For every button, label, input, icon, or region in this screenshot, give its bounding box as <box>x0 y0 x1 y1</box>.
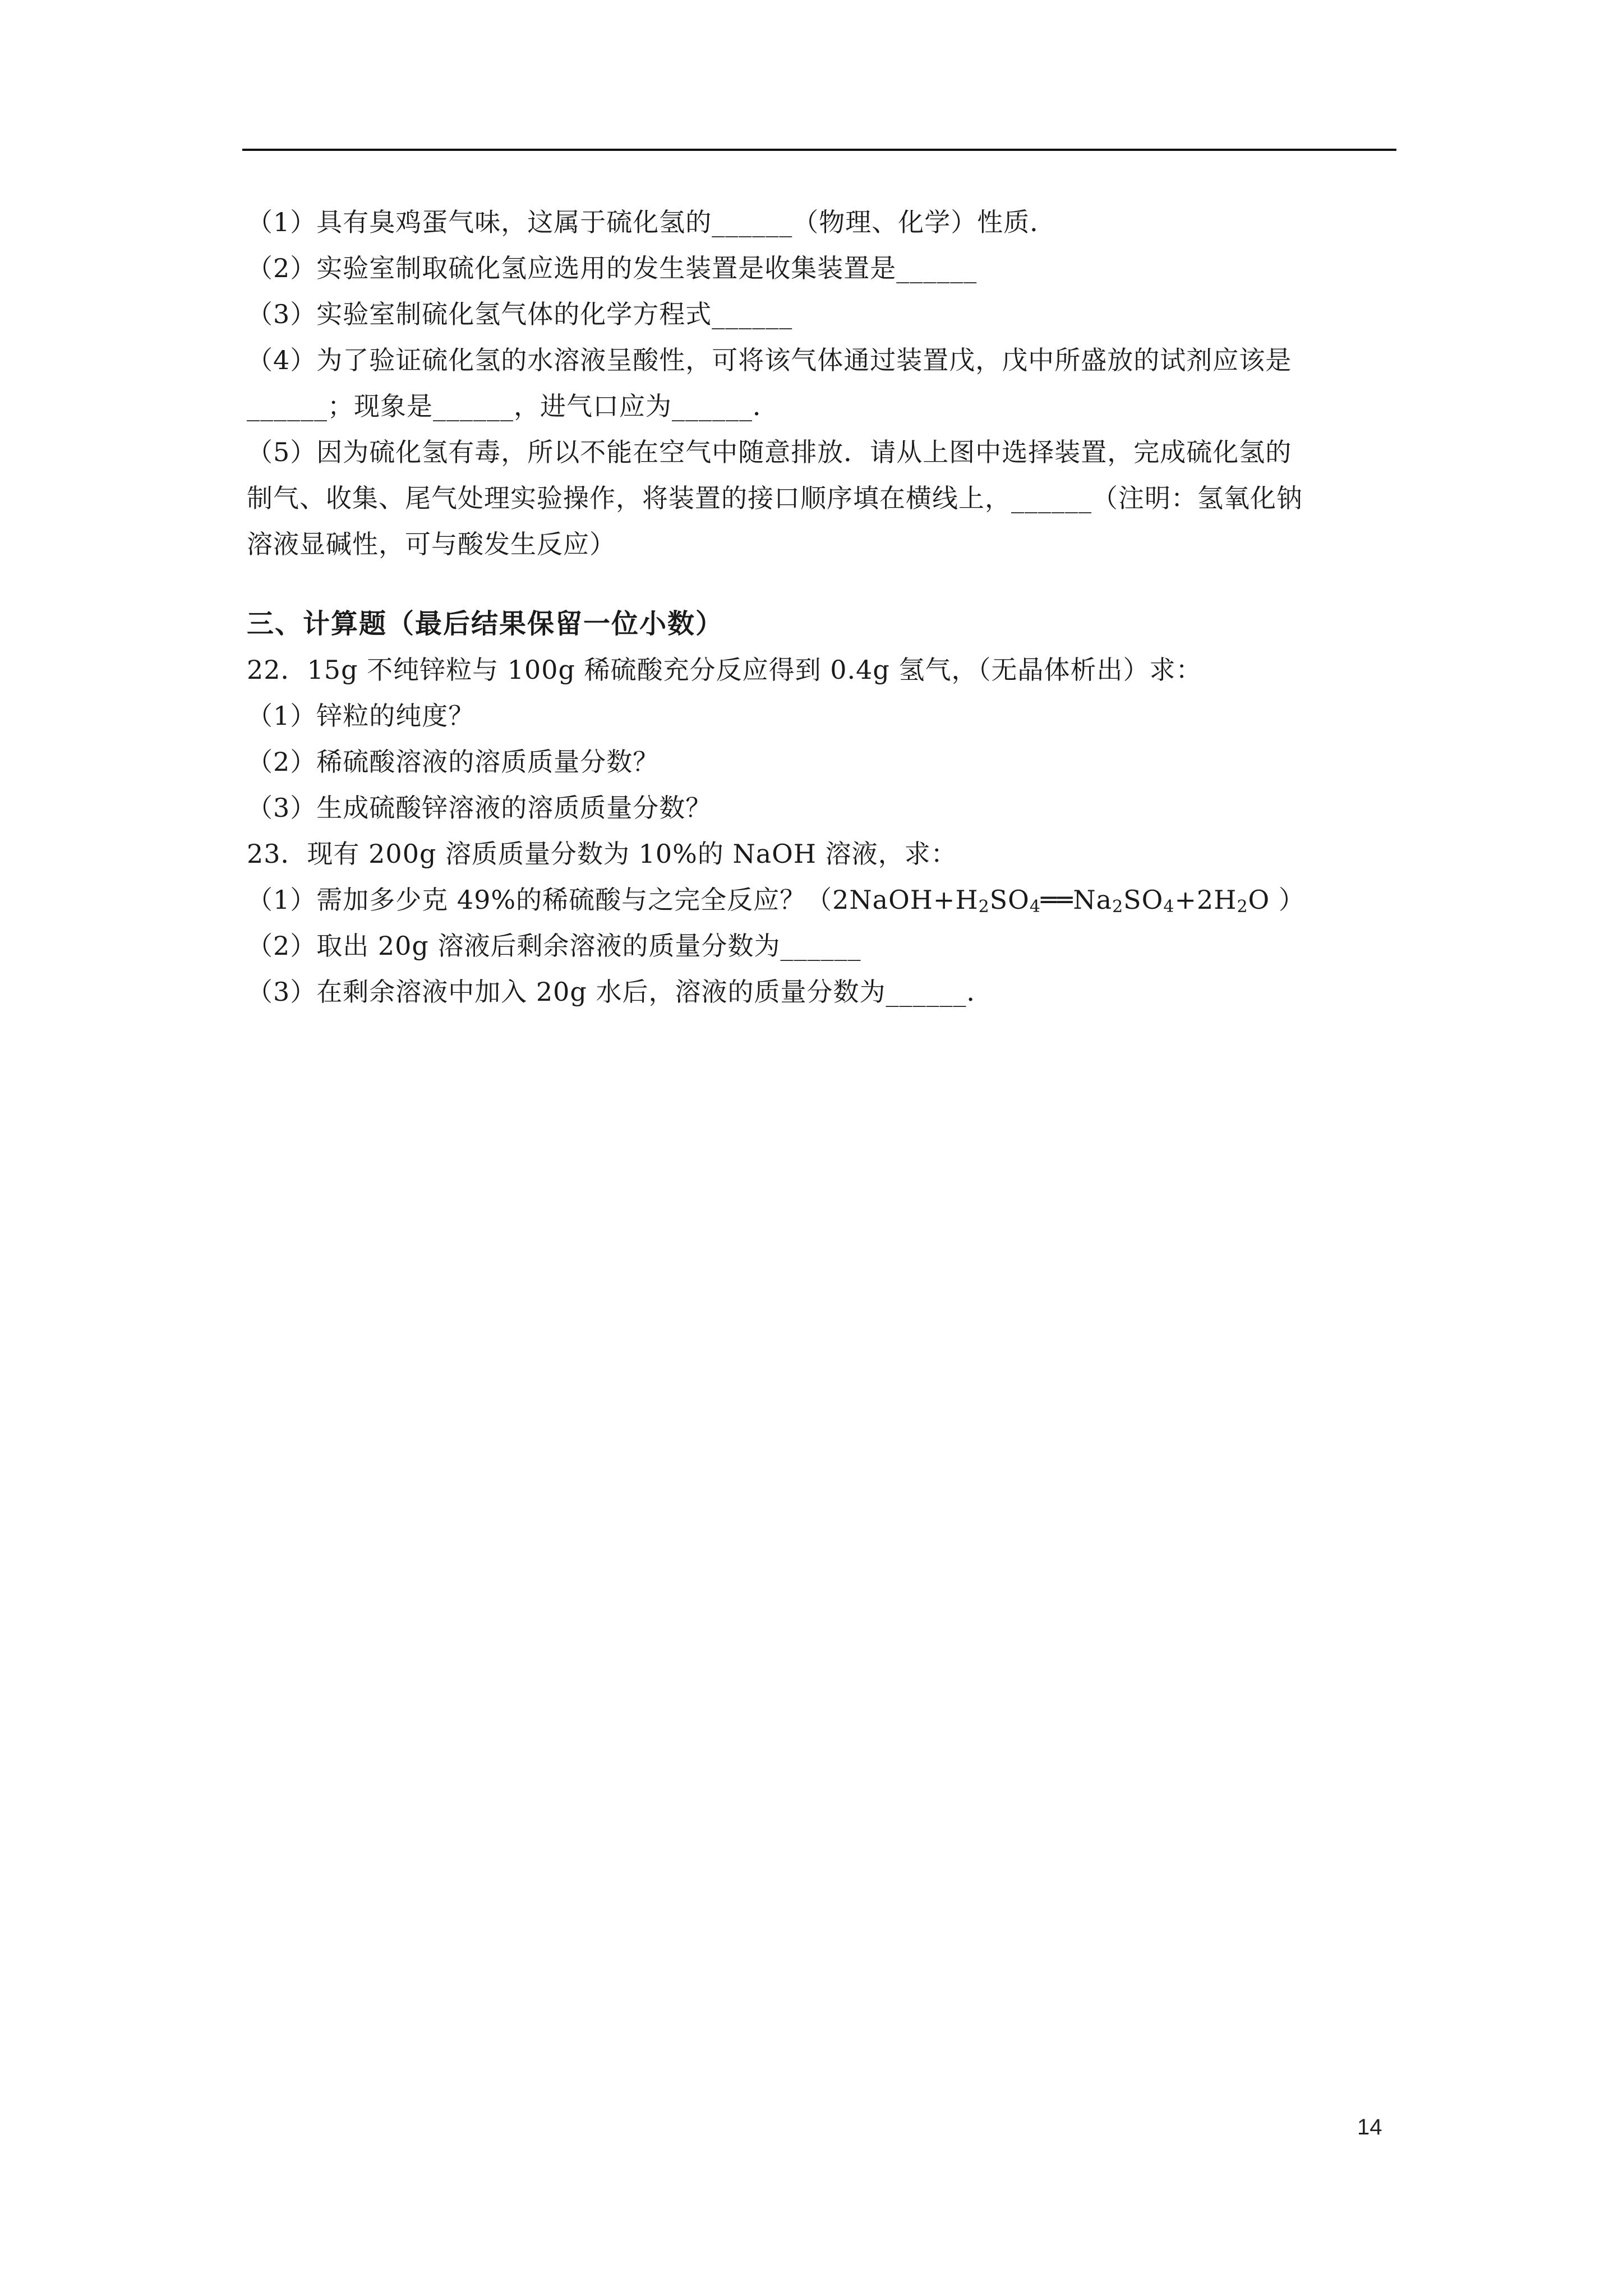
q22-stem: 22．15g 不纯锌粒与 100g 稀硫酸充分反应得到 0.4g 氢气，（无晶体析出）求： <box>247 655 1202 685</box>
q23-part2: （2）取出 20g 溶液后剩余溶液的质量分数为______ <box>247 931 861 961</box>
eq-segment: SO <box>989 885 1030 915</box>
q21-part4-line1: （4）为了验证硫化氢的水溶液呈酸性，可将该气体通过装置戊，戊中所盛放的试剂应该是 <box>247 345 1292 375</box>
q21-part5-line1: （5）因为硫化氢有毒，所以不能在空气中随意排放．请从上图中选择装置，完成硫化氢的 <box>247 437 1292 467</box>
chemical-equation <box>832 885 1305 915</box>
q23-stem: 23．现有 200g 溶质质量分数为 10%的 NaOH 溶液，求： <box>247 839 957 869</box>
q23-part1 <box>247 877 1396 923</box>
eq-segment: 2NaOH+H <box>832 885 979 915</box>
eq-segment: SO <box>1123 885 1164 915</box>
q21-part4-line2: ______；现象是______，进气口应为______． <box>247 391 779 421</box>
document-body <box>247 199 1396 1015</box>
eq-subscript: 4 <box>1029 897 1041 917</box>
q21-part1: （1）具有臭鸡蛋气味，这属于硫化氢的______（物理、化学）性质． <box>247 207 1057 237</box>
eq-segment: ══Na <box>1041 885 1113 915</box>
q23-part3: （3）在剩余溶液中加入 20g 水后，溶液的质量分数为______． <box>247 977 993 1007</box>
page-number: 14 <box>1357 2115 1382 2139</box>
eq-segment: +2H <box>1174 885 1237 915</box>
q21-part2: （2）实验室制取硫化氢应选用的发生装置是收集装置是______ <box>247 253 978 283</box>
eq-subscript: 4 <box>1163 897 1175 917</box>
eq-segment: O ） <box>1248 885 1305 915</box>
q21-part5-line2: 制气、收集、尾气处理实验操作，将装置的接口顺序填在横线上，______（注明：氢氧化钠 <box>247 483 1303 513</box>
section-title-calculation: 三、计算题（最后结果保留一位小数） <box>247 608 724 639</box>
eq-subscript: 2 <box>978 897 990 917</box>
q22-part3: （3）生成硫酸锌溶液的溶质质量分数？ <box>247 793 712 823</box>
q21-part3: （3）实验室制硫化氢气体的化学方程式______ <box>247 299 793 329</box>
q22-part1: （1）锌粒的纯度？ <box>247 701 475 731</box>
header-rule <box>242 149 1396 151</box>
eq-subscript: 2 <box>1112 897 1124 917</box>
eq-subscript: 2 <box>1237 897 1248 917</box>
q22-part2: （2）稀硫酸溶液的溶质质量分数？ <box>247 747 660 777</box>
q23-part1-text: （1）需加多少克 49%的稀硫酸与之完全反应？（ <box>247 885 833 915</box>
q21-part5-line3: 溶液显碱性，可与酸发生反应） <box>247 529 616 559</box>
